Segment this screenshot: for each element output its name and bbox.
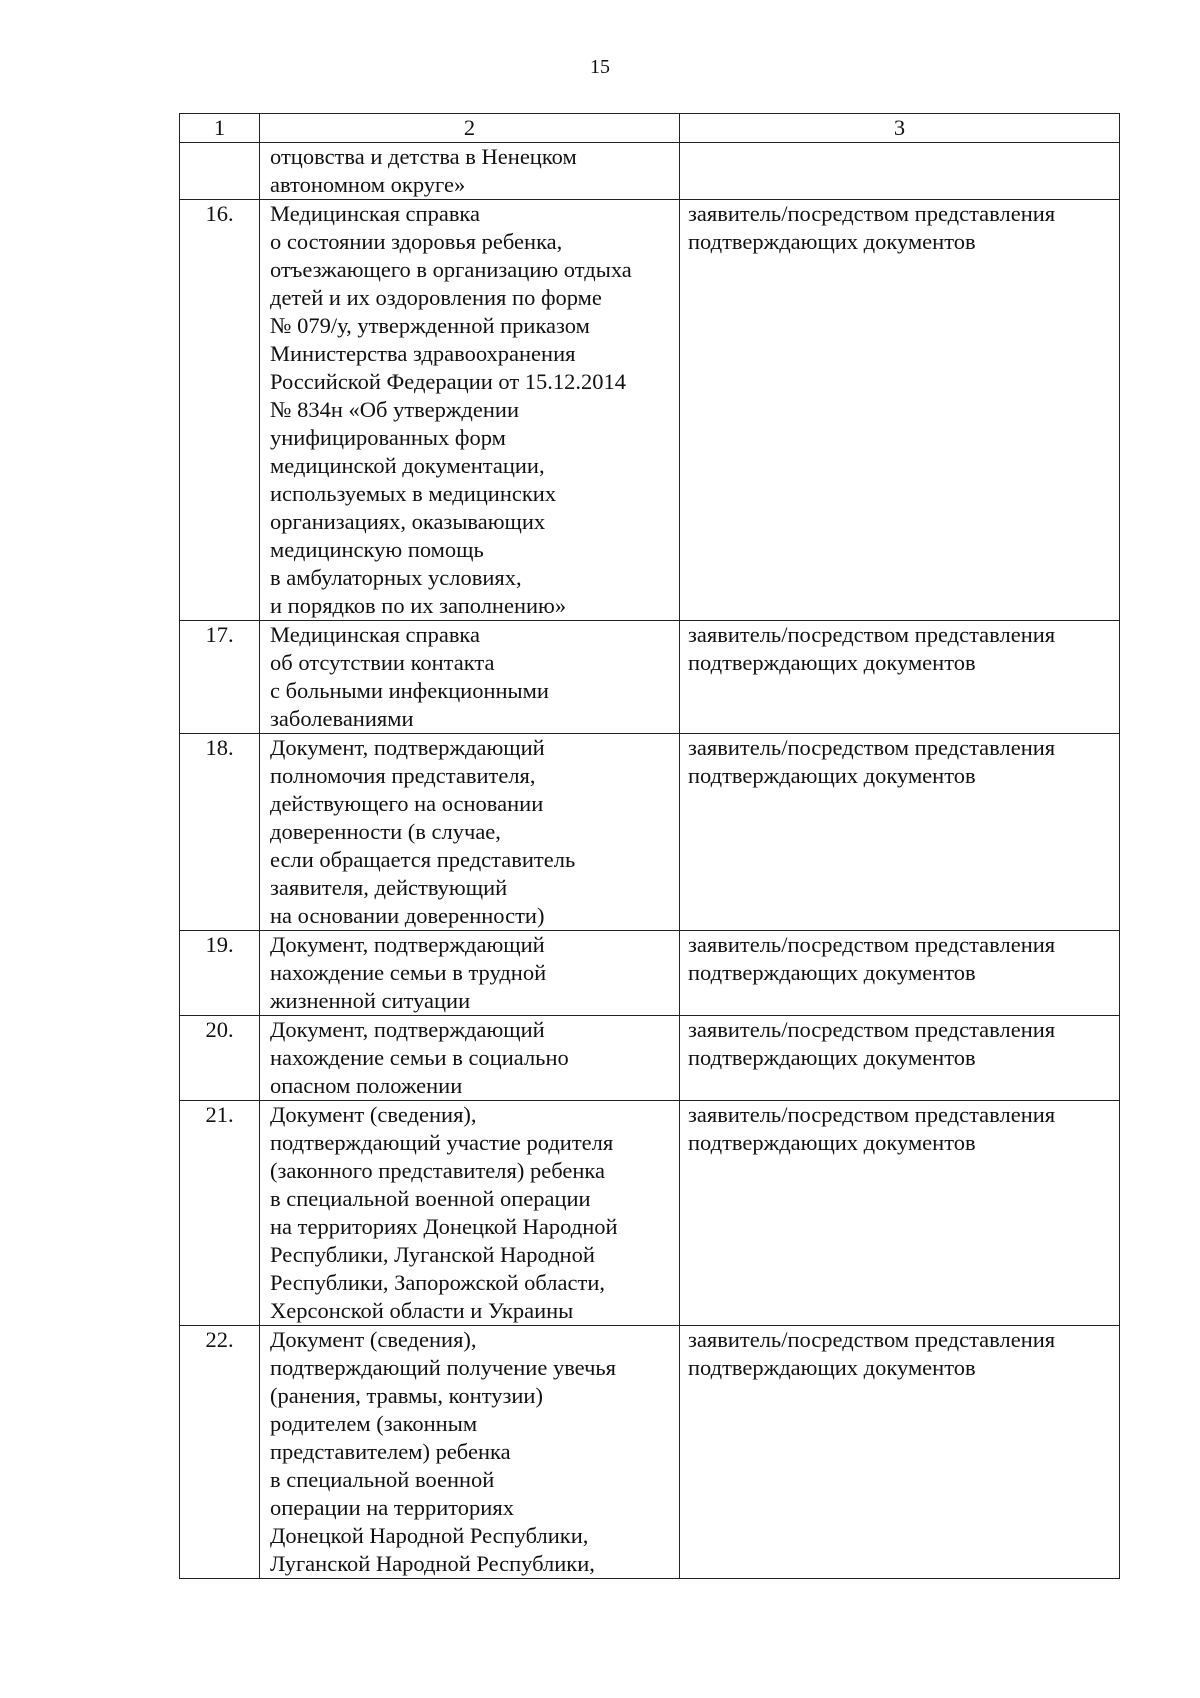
row-number — [180, 143, 260, 200]
table-row — [180, 1016, 1120, 1101]
table-row — [180, 1326, 1120, 1579]
page-number: 15 — [590, 56, 610, 78]
row-number: 20. — [180, 1016, 260, 1101]
row-number: 21. — [180, 1101, 260, 1326]
document-source — [680, 143, 1120, 200]
table-row — [180, 931, 1120, 1016]
row-number: 22. — [180, 1326, 260, 1579]
document-description: отцовства и детства в Ненецком автономном округе» — [260, 143, 680, 200]
document-source: заявитель/посредством представления подтверждающих документов — [680, 1016, 1120, 1101]
table-row — [180, 1101, 1120, 1326]
document-description: Документ, подтверждающий полномочия представителя, действующего на основании доверенности (в случае, если обращается представитель заявителя, действующий на основании доверенности) — [260, 734, 680, 931]
document-source: заявитель/посредством представления подтверждающих документов — [680, 734, 1120, 931]
document-source: заявитель/посредством представления подтверждающих документов — [680, 931, 1120, 1016]
row-number: 16. — [180, 200, 260, 621]
row-number: 17. — [180, 621, 260, 734]
document-description: Медицинская справка об отсутствии контакта с больными инфекционными заболеваниями — [260, 621, 680, 734]
row-number: 19. — [180, 931, 260, 1016]
document-description: Документ, подтверждающий нахождение семьи в социально опасном положении — [260, 1016, 680, 1101]
column-header-2: 2 — [260, 114, 680, 143]
document-source: заявитель/посредством представления подтверждающих документов — [680, 200, 1120, 621]
documents-table — [179, 113, 1120, 1579]
document-description: Медицинская справка о состоянии здоровья ребенка, отъезжающего в организацию отдыха детей и их оздоровления по форме № 079/у, утвержденной приказом Министерства здравоохранения Российской Федерации от 15.12.2014 № 834н «Об утверждении унифицированных форм медицинской документации, используемых в медицинских организациях, оказывающих медицинскую помощь в амбулаторных условиях, и порядков по их заполнению» — [260, 200, 680, 621]
document-source: заявитель/посредством представления подтверждающих документов — [680, 621, 1120, 734]
table-row — [180, 621, 1120, 734]
row-number: 18. — [180, 734, 260, 931]
document-source: заявитель/посредством представления подтверждающих документов — [680, 1326, 1120, 1579]
document-description: Документ (сведения), подтверждающий получение увечья (ранения, травмы, контузии) родителем (законным представителем) ребенка в специальной военной операции на территориях Донецкой Народной Республики, Луганской Народной Республики, — [260, 1326, 680, 1579]
table-row — [180, 143, 1120, 200]
table-row — [180, 734, 1120, 931]
table-row — [180, 200, 1120, 621]
column-header-3: 3 — [680, 114, 1120, 143]
document-source: заявитель/посредством представления подтверждающих документов — [680, 1101, 1120, 1326]
column-header-1: 1 — [180, 114, 260, 143]
document-description: Документ, подтверждающий нахождение семьи в трудной жизненной ситуации — [260, 931, 680, 1016]
document-description: Документ (сведения), подтверждающий участие родителя (законного представителя) ребенка в специальной военной операции на территориях Донецкой Народной Республики, Луганской Народной Республики, Запорожской области, Херсонской области и Украины — [260, 1101, 680, 1326]
table-header-row — [180, 114, 1120, 143]
